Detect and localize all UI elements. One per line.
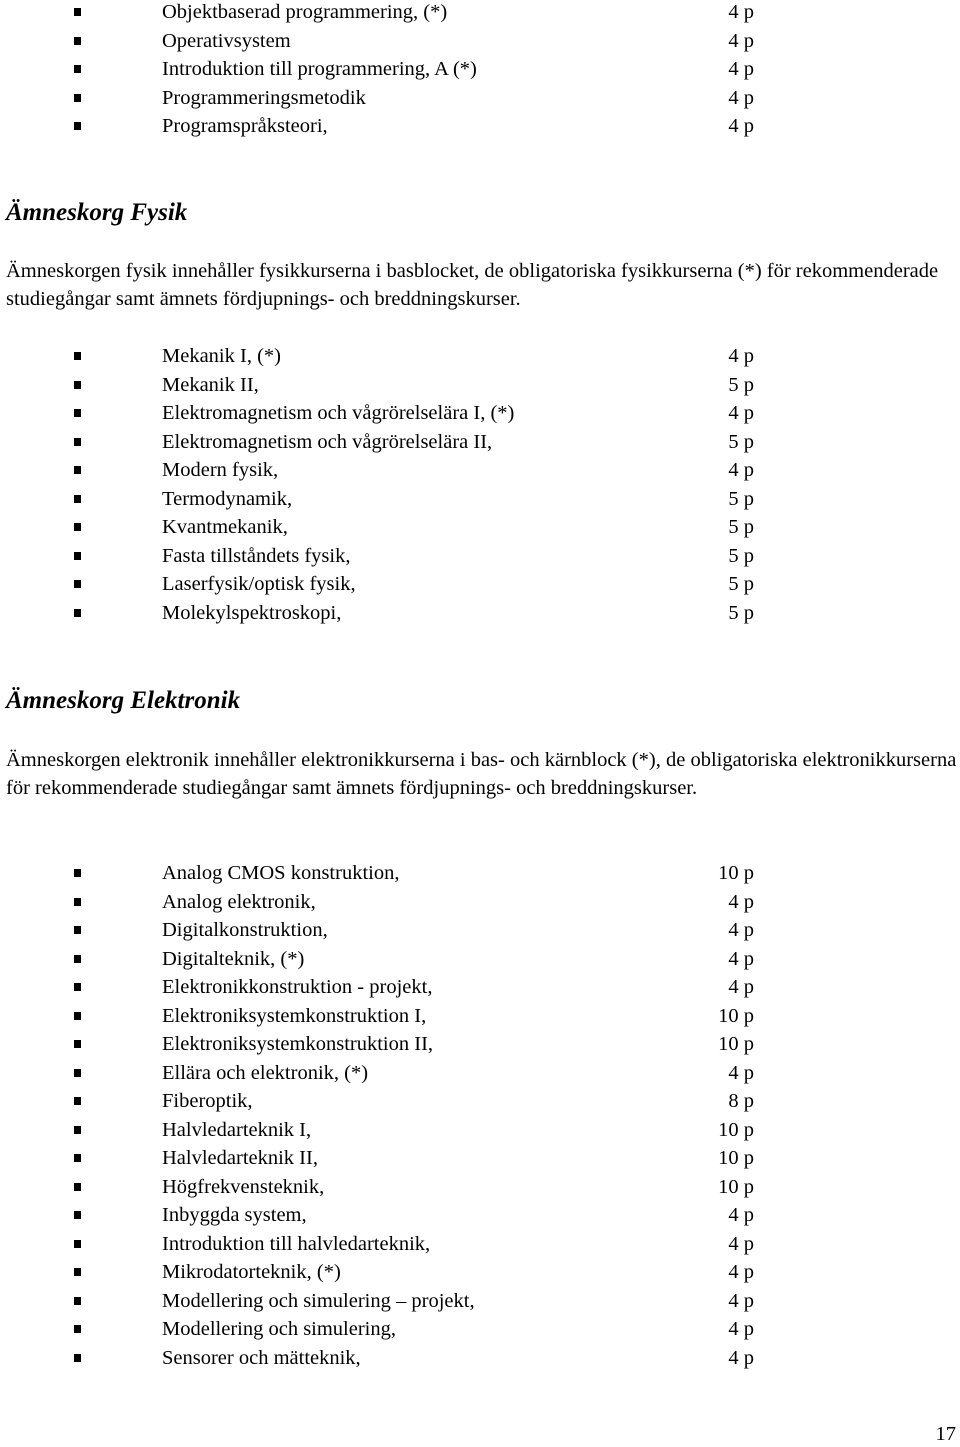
course-points: 4 p [728,1289,754,1312]
bullet-icon [74,122,81,130]
bullet-icon [74,1240,81,1248]
bullet-icon [74,1297,81,1305]
list-item [0,1059,960,1088]
course-name: Termodynamik, [162,487,293,510]
bullet-icon [74,898,81,906]
bullet-icon [74,438,81,446]
course-name: Objektbaserad programmering, (*) [162,1,448,23]
course-points: 4 p [728,1232,754,1255]
course-name: Digitalkonstruktion, [162,919,328,941]
bullet-icon [74,1354,81,1362]
course-points: 10 p [718,1118,754,1141]
list-item [0,570,960,599]
course-points: 5 p [728,430,754,453]
course-points: 5 p [728,516,754,538]
bullet-icon [74,1012,81,1020]
course-list-fysik [0,342,960,627]
bullet-icon [74,1211,81,1219]
course-points: 4 p [728,1061,754,1084]
section-heading-fysik: Ämneskorg Fysik [6,199,188,226]
course-name: Halvledarteknik I, [162,1118,312,1141]
course-name: Fasta tillståndets fysik, [162,544,351,567]
bullet-icon [74,94,81,102]
course-name: Modellering och simulering – projekt, [162,1289,475,1312]
course-name: Introduktion till programmering, A (*) [162,58,477,80]
bullet-icon [74,1268,81,1276]
course-points: 4 p [728,1318,754,1340]
course-name: Programspråksteori, [162,115,328,137]
course-points: 5 p [728,487,754,510]
list-item [0,0,960,27]
course-name: Mekanik II, [162,373,259,396]
course-points: 4 p [728,402,754,424]
list-item [0,371,960,400]
course-list-elektronik [0,859,960,1372]
bullet-icon [74,1126,81,1134]
list-item [0,112,960,141]
course-name: Kvantmekanik, [162,516,288,538]
list-item [0,1344,960,1373]
list-item [0,859,960,888]
course-name: Fiberoptik, [162,1090,253,1112]
bullet-icon [74,1183,81,1191]
course-points: 5 p [728,573,754,595]
list-item [0,973,960,1002]
bullet-icon [74,352,81,360]
course-points: 4 p [728,459,754,481]
course-name: Elektromagnetism och vågrörelselära I, (*) [162,402,515,424]
list-item [0,1201,960,1230]
list-item [0,1087,960,1116]
course-name: Molekylspektroskopi, [162,601,342,624]
course-points: 4 p [728,1261,754,1283]
course-points: 4 p [728,890,754,913]
bullet-icon [74,1069,81,1077]
list-item [0,945,960,974]
course-points: 10 p [718,1033,754,1055]
course-points: 5 p [728,601,754,624]
course-points: 10 p [718,862,754,884]
list-item [0,456,960,485]
list-item [0,55,960,84]
section-heading-elektronik: Ämneskorg Elektronik [6,687,241,714]
list-item [0,1315,960,1344]
course-points: 4 p [728,1204,754,1226]
bullet-icon [74,552,81,560]
bullet-icon [74,523,81,531]
bullet-icon [74,409,81,417]
list-item [0,599,960,628]
course-points: 4 p [728,115,754,137]
course-name: Analog elektronik, [162,890,316,913]
course-name: Sensorer och mätteknik, [162,1346,361,1369]
course-name: Modern fysik, [162,459,279,481]
list-item [0,1287,960,1316]
bullet-icon [74,926,81,934]
course-name: Laserfysik/optisk fysik, [162,573,356,595]
bullet-icon [74,495,81,503]
bullet-icon [74,1097,81,1105]
course-name: Programmeringsmetodik [162,86,366,109]
list-item [0,1002,960,1031]
course-name: Mekanik I, (*) [162,345,281,367]
list-item [0,1173,960,1202]
course-name: Mikrodatorteknik, (*) [162,1261,341,1283]
list-item [0,1230,960,1259]
list-item [0,916,960,945]
bullet-icon [74,1040,81,1048]
list-item [0,542,960,571]
course-points: 4 p [728,947,754,970]
course-points: 4 p [728,919,754,941]
course-points: 5 p [728,544,754,567]
course-points: 4 p [728,1346,754,1369]
course-points: 4 p [728,58,754,80]
list-item [0,513,960,542]
course-name: Elektromagnetism och vågrörelselära II, [162,430,493,453]
bullet-icon [74,869,81,877]
list-item [0,1258,960,1287]
list-item [0,84,960,113]
course-name: Ellära och elektronik, (*) [162,1061,369,1084]
course-name: Elektroniksystemkonstruktion I, [162,1004,427,1027]
bullet-icon [74,381,81,389]
course-points: 4 p [728,345,754,367]
bullet-icon [74,466,81,474]
bullet-icon [74,955,81,963]
course-name: Analog CMOS konstruktion, [162,862,400,884]
course-name: Högfrekvensteknik, [162,1175,325,1198]
course-points: 4 p [728,1,754,23]
course-points: 10 p [718,1175,754,1198]
course-name: Digitalteknik, (*) [162,947,305,970]
course-list-top [0,0,960,141]
course-name: Elektroniksystemkonstruktion II, [162,1033,434,1055]
list-item [0,1030,960,1059]
list-item [0,27,960,56]
bullet-icon [74,8,81,16]
bullet-icon [74,65,81,73]
page-number: 17 [935,1423,956,1445]
bullet-icon [74,580,81,588]
section-intro-elektronik: Ämneskorgen elektronik innehåller elektronikkurserna i bas- och kärnblock (*), de obligatoriska elektronikkurserna för rekommenderade studiegångar samt ämnets fördjupnings- och breddningskurser. [6,749,957,800]
list-item [0,485,960,514]
course-name: Operativsystem [162,29,291,52]
list-item [0,399,960,428]
section-intro-fysik: Ämneskorgen fysik innehåller fysikkurserna i basblocket, de obligatoriska fysikkurserna (*) för rekommenderade studiegångar samt ämnets fördjupnings- och breddningskurser. [6,260,939,311]
course-points: 10 p [718,1147,754,1169]
list-item [0,1116,960,1145]
list-item [0,342,960,371]
course-points: 4 p [728,976,754,998]
course-points: 5 p [728,373,754,396]
course-name: Halvledarteknik II, [162,1147,318,1169]
course-points: 4 p [728,86,754,109]
course-points: 10 p [718,1004,754,1027]
bullet-icon [74,983,81,991]
bullet-icon [74,37,81,45]
course-name: Inbyggda system, [162,1204,307,1226]
list-item [0,428,960,457]
course-name: Elektronikkonstruktion - projekt, [162,976,433,998]
bullet-icon [74,609,81,617]
list-item [0,888,960,917]
course-name: Modellering och simulering, [162,1318,396,1340]
list-item [0,1144,960,1173]
course-name: Introduktion till halvledarteknik, [162,1232,431,1255]
bullet-icon [74,1325,81,1333]
course-points: 4 p [728,29,754,52]
course-points: 8 p [728,1090,754,1112]
bullet-icon [74,1154,81,1162]
